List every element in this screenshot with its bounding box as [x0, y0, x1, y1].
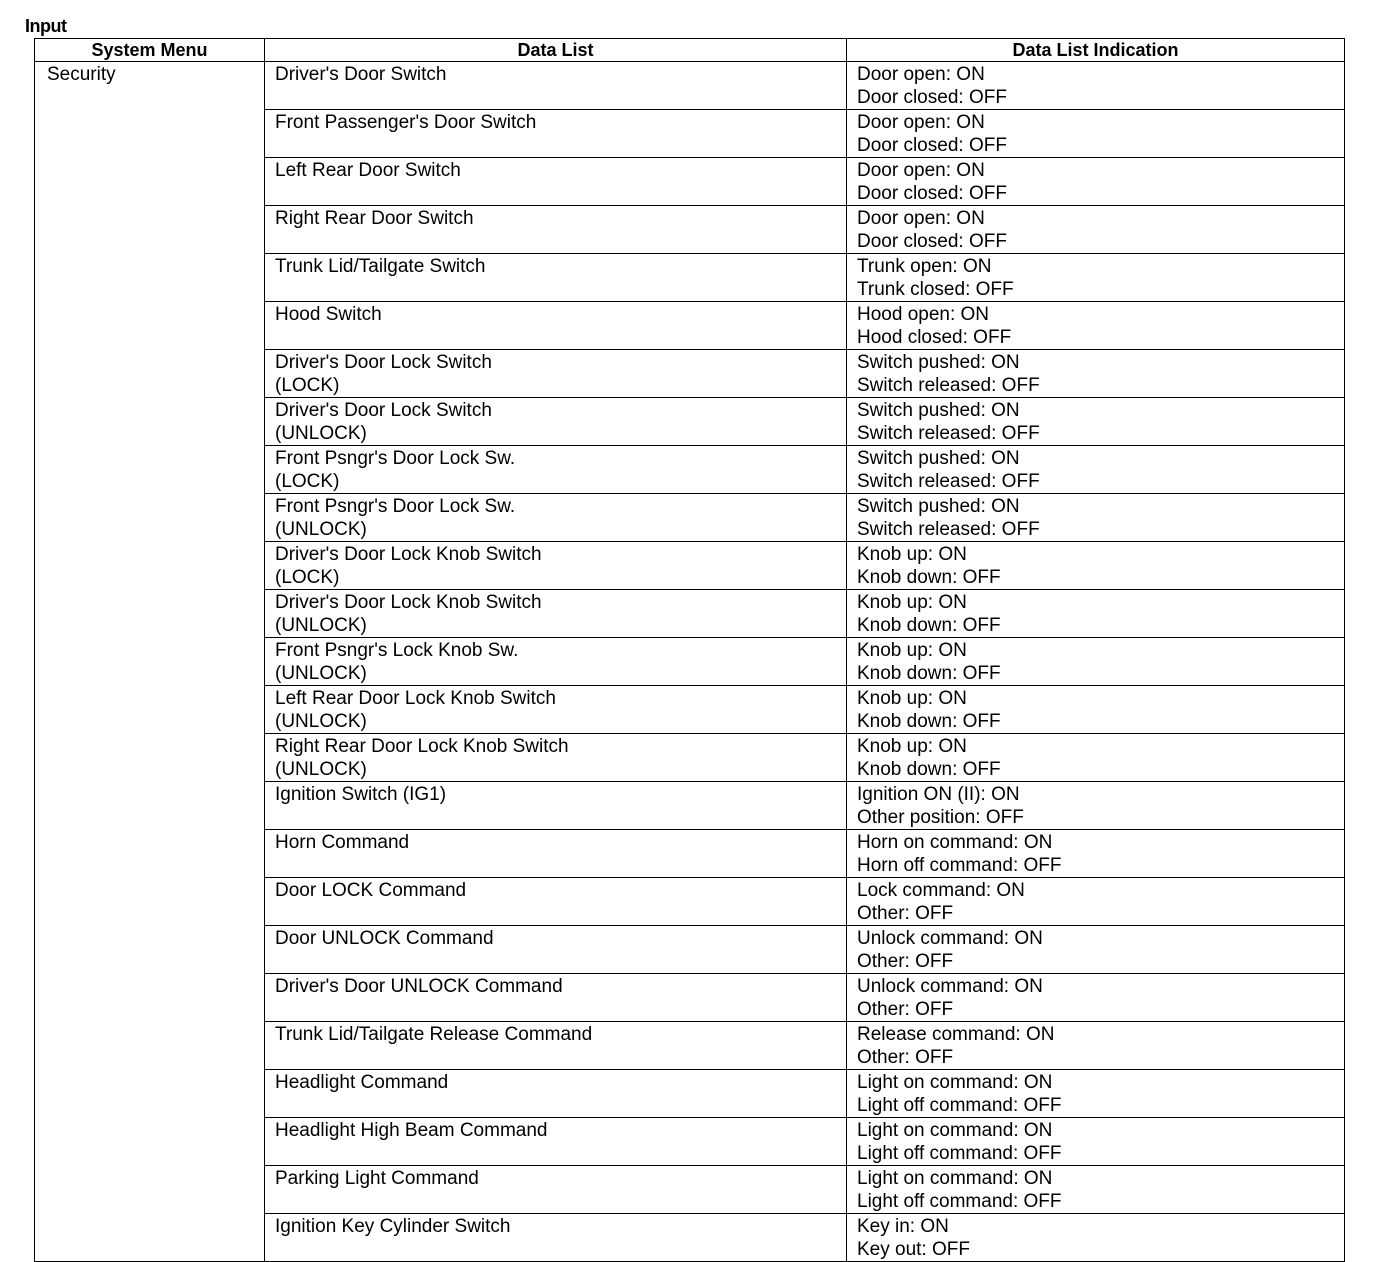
data-list-cell	[265, 254, 847, 302]
indication-cell-line: Door open: ON	[857, 208, 985, 229]
indication-cell-line: Light on command: ON	[857, 1120, 1053, 1141]
data-list-cell-line: (UNLOCK)	[275, 615, 367, 636]
indication-cell-line: Switch pushed: ON	[857, 352, 1020, 373]
indication-cell-line: Knob down: OFF	[857, 663, 1001, 684]
data-list-cell	[265, 206, 847, 254]
indication-cell-line: Other: OFF	[857, 999, 954, 1020]
indication-cell-line: Other: OFF	[857, 903, 954, 924]
indication-cell-line: Release command: ON	[857, 1024, 1055, 1045]
indication-cell-line: Horn off command: OFF	[857, 855, 1062, 876]
indication-cell	[847, 398, 1345, 446]
data-list-cell-line: Driver's Door Switch	[275, 64, 447, 85]
data-list-cell-line: Trunk Lid/Tailgate Release Command	[275, 1024, 593, 1045]
indication-cell-line: Door closed: OFF	[857, 135, 1007, 156]
data-list-cell	[265, 446, 847, 494]
indication-cell	[847, 1070, 1345, 1118]
data-list-cell	[265, 878, 847, 926]
indication-cell-line: Knob down: OFF	[857, 567, 1001, 588]
data-list-cell-line: (UNLOCK)	[275, 711, 367, 732]
data-list-cell-line: Headlight High Beam Command	[275, 1120, 548, 1141]
data-list-cell-line: (UNLOCK)	[275, 423, 367, 444]
indication-cell	[847, 302, 1345, 350]
indication-cell-line: Light off command: OFF	[857, 1095, 1062, 1116]
data-list-cell	[265, 1022, 847, 1070]
indication-cell-line: Unlock command: ON	[857, 928, 1043, 949]
indication-cell-line: Knob up: ON	[857, 640, 967, 661]
table-row	[35, 62, 1345, 110]
indication-cell-line: Hood closed: OFF	[857, 327, 1012, 348]
indication-cell	[847, 782, 1345, 830]
indication-cell-line: Horn on command: ON	[857, 832, 1053, 853]
indication-cell-line: Other position: OFF	[857, 807, 1024, 828]
indication-cell	[847, 158, 1345, 206]
indication-cell-line: Knob up: ON	[857, 592, 967, 613]
indication-cell-line: Trunk closed: OFF	[857, 279, 1014, 300]
indication-cell-line: Knob up: ON	[857, 736, 967, 757]
data-list-cell-line: Driver's Door Lock Switch	[275, 400, 492, 421]
data-list-cell-line: Driver's Door Lock Knob Switch	[275, 592, 542, 613]
indication-cell-line: Light on command: ON	[857, 1168, 1053, 1189]
indication-cell-line: Door open: ON	[857, 112, 985, 133]
header-data-list-indication: Data List Indication	[847, 39, 1345, 62]
data-list-cell-line: Right Rear Door Lock Knob Switch	[275, 736, 569, 757]
indication-cell-line: Switch released: OFF	[857, 423, 1040, 444]
indication-cell	[847, 878, 1345, 926]
indication-cell-line: Trunk open: ON	[857, 256, 992, 277]
data-list-cell	[265, 974, 847, 1022]
indication-cell	[847, 1214, 1345, 1262]
indication-cell-line: Hood open: ON	[857, 304, 990, 325]
data-list-cell-line: Front Passenger's Door Switch	[275, 112, 537, 133]
indication-cell	[847, 494, 1345, 542]
indication-cell-line: Door closed: OFF	[857, 87, 1007, 108]
indication-cell-line: Knob down: OFF	[857, 759, 1001, 780]
data-list-cell	[265, 686, 847, 734]
indication-cell-line: Knob up: ON	[857, 544, 967, 565]
indication-cell-line: Switch released: OFF	[857, 519, 1040, 540]
indication-cell-line: Knob down: OFF	[857, 711, 1001, 732]
indication-cell-line: Knob down: OFF	[857, 615, 1001, 636]
data-list-cell-line: (UNLOCK)	[275, 663, 367, 684]
indication-cell	[847, 254, 1345, 302]
data-list-cell-line: Headlight Command	[275, 1072, 449, 1093]
indication-cell-line: Light off command: OFF	[857, 1143, 1062, 1164]
data-list-cell	[265, 62, 847, 110]
data-list-cell	[265, 926, 847, 974]
data-list-cell-line: Trunk Lid/Tailgate Switch	[275, 256, 486, 277]
data-list-cell-line: Driver's Door Lock Switch	[275, 352, 492, 373]
system-menu-label: Security	[47, 64, 116, 85]
indication-cell-line: Ignition ON (II): ON	[857, 784, 1020, 805]
data-list-cell	[265, 782, 847, 830]
indication-cell-line: Switch pushed: ON	[857, 400, 1020, 421]
data-list-cell-line: Front Psngr's Lock Knob Sw.	[275, 640, 519, 661]
data-list-cell-line: Left Rear Door Switch	[275, 160, 461, 181]
indication-cell-line: Other: OFF	[857, 951, 954, 972]
indication-cell	[847, 830, 1345, 878]
data-list-cell-line: (UNLOCK)	[275, 519, 367, 540]
header-row	[35, 39, 1345, 62]
data-list-cell-line: Front Psngr's Door Lock Sw.	[275, 448, 516, 469]
header-system-menu: System Menu	[35, 39, 265, 62]
data-list-cell	[265, 542, 847, 590]
data-list-table	[34, 38, 1345, 1262]
data-list-cell-line: (LOCK)	[275, 567, 340, 588]
indication-cell-line: Key out: OFF	[857, 1239, 970, 1260]
data-list-cell-line: Door UNLOCK Command	[275, 928, 494, 949]
indication-cell	[847, 542, 1345, 590]
data-list-cell-line: Horn Command	[275, 832, 410, 853]
data-list-cell-line: Driver's Door Lock Knob Switch	[275, 544, 542, 565]
data-list-cell	[265, 638, 847, 686]
data-list-cell-line: Left Rear Door Lock Knob Switch	[275, 688, 556, 709]
data-list-cell-line: Driver's Door UNLOCK Command	[275, 976, 563, 997]
data-list-cell-line: (LOCK)	[275, 375, 340, 396]
indication-cell-line: Door open: ON	[857, 64, 985, 85]
indication-cell	[847, 206, 1345, 254]
data-list-cell-line: (LOCK)	[275, 471, 340, 492]
indication-cell-line: Unlock command: ON	[857, 976, 1043, 997]
indication-cell	[847, 590, 1345, 638]
data-list-cell	[265, 158, 847, 206]
indication-cell-line: Switch pushed: ON	[857, 496, 1020, 517]
indication-cell-line: Door closed: OFF	[857, 183, 1007, 204]
data-list-cell-line: Ignition Key Cylinder Switch	[275, 1216, 511, 1237]
data-list-cell	[265, 590, 847, 638]
indication-cell-line: Switch pushed: ON	[857, 448, 1020, 469]
data-list-cell-line: Hood Switch	[275, 304, 382, 325]
data-list-cell-line: Parking Light Command	[275, 1168, 479, 1189]
indication-cell	[847, 686, 1345, 734]
indication-cell	[847, 446, 1345, 494]
data-list-cell	[265, 1166, 847, 1214]
indication-cell	[847, 62, 1345, 110]
data-list-cell	[265, 350, 847, 398]
data-list-cell-line: (UNLOCK)	[275, 759, 367, 780]
indication-cell-line: Switch released: OFF	[857, 375, 1040, 396]
data-list-cell	[265, 398, 847, 446]
indication-cell	[847, 1166, 1345, 1214]
data-list-cell-line: Front Psngr's Door Lock Sw.	[275, 496, 516, 517]
indication-cell	[847, 1022, 1345, 1070]
indication-cell-line: Switch released: OFF	[857, 471, 1040, 492]
data-list-cell	[265, 1214, 847, 1262]
indication-cell-line: Lock command: ON	[857, 880, 1025, 901]
header-data-list: Data List	[265, 39, 847, 62]
indication-cell	[847, 350, 1345, 398]
indication-cell-line: Other: OFF	[857, 1047, 954, 1068]
data-list-cell	[265, 734, 847, 782]
data-list-cell	[265, 302, 847, 350]
data-list-cell	[265, 1070, 847, 1118]
indication-cell-line: Light off command: OFF	[857, 1191, 1062, 1212]
indication-cell	[847, 734, 1345, 782]
indication-cell	[847, 926, 1345, 974]
indication-cell	[847, 974, 1345, 1022]
indication-cell-line: Key in: ON	[857, 1216, 949, 1237]
indication-cell-line: Door open: ON	[857, 160, 985, 181]
indication-cell	[847, 638, 1345, 686]
indication-cell-line: Light on command: ON	[857, 1072, 1053, 1093]
indication-cell	[847, 1118, 1345, 1166]
data-list-cell	[265, 110, 847, 158]
data-list-cell	[265, 494, 847, 542]
indication-cell	[847, 110, 1345, 158]
data-list-cell	[265, 1118, 847, 1166]
section-title: Input	[25, 16, 67, 36]
data-list-cell	[265, 830, 847, 878]
data-list-cell-line: Ignition Switch (IG1)	[275, 784, 447, 805]
indication-cell-line: Door closed: OFF	[857, 231, 1007, 252]
system-menu-cell	[35, 62, 265, 1262]
data-list-cell-line: Door LOCK Command	[275, 880, 467, 901]
indication-cell-line: Knob up: ON	[857, 688, 967, 709]
data-list-cell-line: Right Rear Door Switch	[275, 208, 474, 229]
